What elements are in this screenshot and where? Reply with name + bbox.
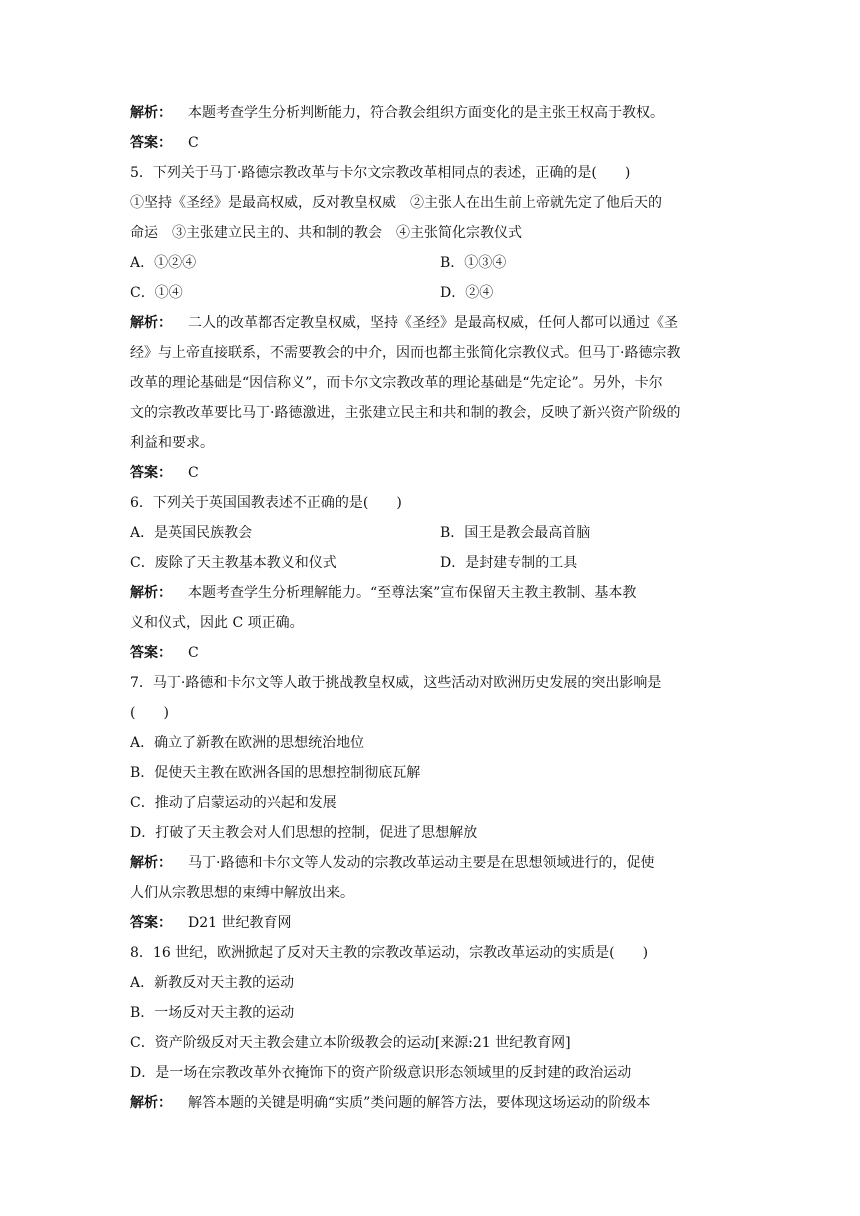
- analysis-text: 文的宗教改革要比马丁·路德激进，主张建立民主和共和制的教会，反映了新兴资产阶级的: [130, 405, 681, 421]
- question-5-statements-cont: 命运 ③主张建立民主的、共和制的教会 ④主张简化宗教仪式: [130, 225, 522, 241]
- option-c: C．推动了启蒙运动的兴起和发展: [130, 795, 337, 811]
- answer-line: 答案： C: [130, 135, 199, 151]
- question-6: 6．下列关于英国国教表述不正确的是( ): [130, 495, 402, 511]
- analysis-line: 解析： 二人的改革都否定教皇权威，坚持《圣经》是最高权威，任何人都可以通过《圣: [130, 315, 678, 331]
- question-7-paren: ( ): [130, 705, 169, 721]
- answer-line: 答案： D21 世纪教育网: [130, 915, 292, 931]
- analysis-text: 人们从宗教思想的束缚中解放出来。: [130, 885, 354, 901]
- option-d: D．打破了天主教会对人们思想的控制，促进了思想解放: [130, 825, 478, 841]
- option-d: D．是一场在宗教改革外衣掩饰下的资产阶级意识形态领域里的反封建的政治运动: [130, 1065, 632, 1081]
- question-5-statements: ①坚持《圣经》是最高权威，反对教皇权威 ②主张人在出生前上帝就先定了他后天的: [130, 195, 662, 211]
- question-5: 5．下列关于马丁·路德宗教改革与卡尔文宗教改革相同点的表述，正确的是( ): [130, 165, 631, 181]
- question-6-options-ab: [130, 518, 732, 548]
- analysis-line: 解析： 马丁·路德和卡尔文等人发动的宗教改革运动主要是在思想领域进行的，促使: [130, 855, 655, 871]
- analysis-line: 解析： 解答本题的关键是明确“实质”类问题的解答方法，要体现这场运动的阶级本: [130, 1095, 651, 1111]
- option-b: B．促使天主教在欧洲各国的思想控制彻底瓦解: [130, 765, 421, 781]
- analysis-text: 改革的理论基础是“因信称义”，而卡尔文宗教改革的理论基础是“先定论”。另外，卡尔: [130, 375, 663, 391]
- answer-line: 答案： C: [130, 465, 199, 481]
- option-b: B．国王是教会最高首脑: [440, 525, 591, 541]
- analysis-text: 经》与上帝直接联系，不需要教会的中介，因而也都主张简化宗教仪式。但马丁·路德宗教: [130, 345, 681, 361]
- option-a: A．新教反对天主教的运动: [130, 975, 295, 991]
- option-b: B．①③④: [440, 255, 507, 271]
- option-d: D．是封建专制的工具: [440, 555, 578, 571]
- answer-line: 答案： C: [130, 645, 199, 661]
- analysis-line: 解析： 本题考查学生分析理解能力。“至尊法案”宣布保留天主教主教制、基本教: [130, 585, 637, 601]
- option-c: C．废除了天主教基本教义和仪式: [130, 555, 337, 571]
- question-5-options-cd: [130, 278, 732, 308]
- option-c: C．①④: [130, 285, 183, 301]
- analysis-text: 利益和要求。: [130, 435, 214, 451]
- question-5-options-ab: [130, 248, 732, 278]
- question-6-options-cd: [130, 548, 732, 578]
- option-d: D．②④: [440, 285, 494, 301]
- analysis-line: 解析： 本题考查学生分析判断能力，符合教会组织方面变化的是主张王权高于教权。: [130, 105, 664, 121]
- question-7: 7．马丁·路德和卡尔文等人敢于挑战教皇权威，这些活动对欧洲历史发展的突出影响是: [130, 675, 662, 691]
- option-a: A．是英国民族教会: [130, 525, 253, 541]
- question-8: 8．16 世纪，欧洲掀起了反对天主教的宗教改革运动，宗教改革运动的实质是( ): [130, 945, 649, 961]
- option-c: C．资产阶级反对天主教会建立本阶级教会的运动[来源:21 世纪教育网]: [130, 1035, 571, 1051]
- option-b: B．一场反对天主教的运动: [130, 1005, 295, 1021]
- analysis-text: 义和仪式，因此 C 项正确。: [130, 615, 304, 631]
- option-a: A．确立了新教在欧洲的思想统治地位: [130, 735, 365, 751]
- option-a: A．①②④: [130, 255, 197, 271]
